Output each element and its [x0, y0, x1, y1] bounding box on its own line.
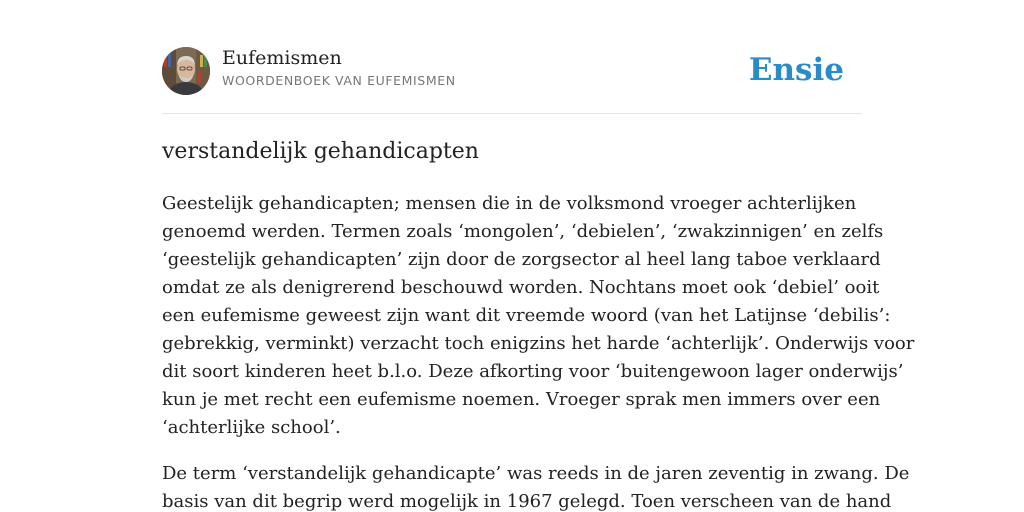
text-line: een eufemisme geweest zijn want dit vreemde woord (van het Latijnse ‘debilis’: [162, 305, 891, 326]
author-avatar[interactable] [162, 47, 210, 95]
paragraph [162, 460, 910, 512]
author-portrait-icon [162, 47, 210, 95]
header-divider [162, 113, 862, 114]
text-line: genoemd werden. Termen zoals ‘mongolen’, ‘debielen’, ‘zwakzinnigen’ en zelfs [162, 221, 884, 242]
text-line: ‘geestelijk gehandicapten’ zijn door de zorgsector al heel lang taboe verklaard [162, 249, 881, 270]
text-line: omdat ze als denigrerend beschouwd worden. Nochtans moet ook ‘debiel’ ooit [162, 277, 880, 298]
text-line: gebrekkig, verminkt) verzacht toch enigzins het harde ‘achterlijk’. Onderwijs voor [162, 333, 915, 354]
paragraph-gap [162, 442, 864, 460]
text-line: Geestelijk gehandicapten; mensen die in de volksmond vroeger achterlijken [162, 193, 857, 214]
article-title: verstandelijk gehandicapten [162, 139, 479, 164]
author-block [222, 46, 456, 90]
brand-logo[interactable]: Ensie [748, 52, 844, 88]
author-subtitle[interactable]: WOORDENBOEK VAN EUFEMISMEN [222, 73, 456, 88]
text-line: De term ‘verstandelijk gehandicapte’ was reeds in de jaren zeventig in zwang. De [162, 463, 910, 484]
text-line: dit soort kinderen heet b.l.o. Deze afkorting voor ‘buitengewoon lager onderwijs’ [162, 361, 904, 382]
author-name[interactable]: Eufemismen [222, 47, 342, 69]
paragraph [162, 190, 915, 442]
text-line: basis van dit begrip werd mogelijk in 1967 gelegd. Toen verscheen van de hand [162, 491, 892, 512]
article-body [162, 190, 915, 512]
text-line: ‘achterlijke school’. [162, 417, 341, 438]
text-line: kun je met recht een eufemisme noemen. Vroeger sprak men immers over een [162, 389, 881, 410]
header [162, 46, 862, 96]
